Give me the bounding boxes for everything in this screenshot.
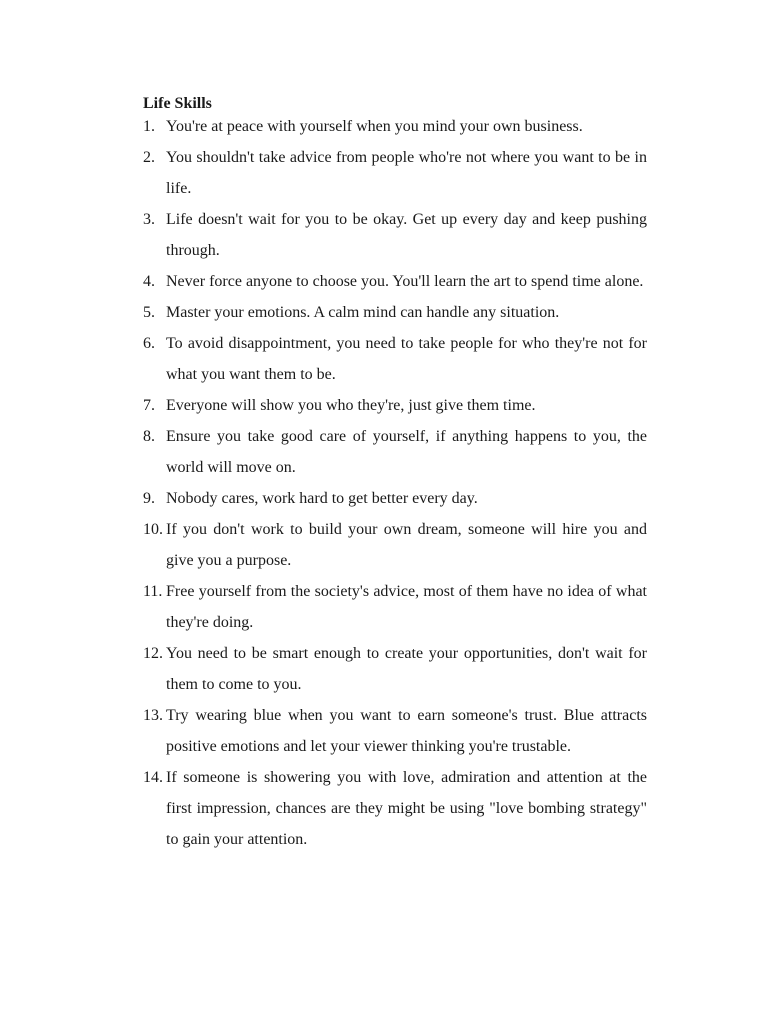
- list-item-number: 1.: [143, 118, 155, 135]
- list-item-text: You're at peace with yourself when you mind your own business.: [166, 118, 583, 135]
- list-item: [143, 483, 647, 514]
- list-item: [143, 328, 647, 390]
- list-item-number: 4.: [143, 273, 155, 290]
- list-item-text: Nobody cares, work hard to get better every day.: [166, 490, 478, 507]
- list-item-number: 5.: [143, 304, 155, 321]
- list-item-number: 12.: [143, 645, 163, 662]
- list-item-text: Try wearing blue when you want to earn someone's trust. Blue attracts positive emotions and let your viewer thinking you're trustable.: [166, 707, 647, 755]
- list-item: [143, 297, 647, 328]
- list-item: [143, 700, 647, 762]
- list-item-number: 10.: [143, 521, 163, 538]
- list-item-number: 6.: [143, 335, 155, 352]
- list-item: [143, 204, 647, 266]
- list-item-text: If someone is showering you with love, admiration and attention at the first impression, chances are they might be using "love bombing strategy" to gain your attention.: [166, 769, 647, 848]
- list-item: [143, 762, 647, 855]
- list-item-text: You need to be smart enough to create your opportunities, don't wait for them to come to you.: [166, 645, 647, 693]
- list-item-number: 8.: [143, 428, 155, 445]
- list-item: [143, 514, 647, 576]
- list-item: [143, 638, 647, 700]
- life-skills-list: [143, 115, 647, 855]
- list-item-text: To avoid disappointment, you need to take people for who they're not for what you want them to be.: [166, 335, 647, 383]
- list-item-text: Free yourself from the society's advice, most of them have no idea of what they're doing.: [166, 583, 647, 631]
- list-item-number: 11.: [143, 583, 163, 600]
- list-item-text: Master your emotions. A calm mind can handle any situation.: [166, 304, 560, 321]
- list-item-text: Ensure you take good care of yourself, if anything happens to you, the world will move on.: [166, 428, 647, 476]
- list-item: [143, 421, 647, 483]
- list-item-number: 2.: [143, 149, 155, 166]
- list-item: [143, 390, 647, 421]
- list-item-text: If you don't work to build your own dream, someone will hire you and give you a purpose.: [166, 521, 647, 569]
- list-item-text: Everyone will show you who they're, just give them time.: [166, 397, 536, 414]
- list-item-number: 13.: [143, 707, 163, 724]
- list-item: [143, 266, 647, 297]
- list-item: [143, 142, 647, 204]
- list-item-number: 3.: [143, 211, 155, 228]
- list-item-number: 9.: [143, 490, 155, 507]
- list-item-text: Never force anyone to choose you. You'll learn the art to spend time alone.: [166, 273, 644, 290]
- list-item-number: 14.: [143, 769, 163, 786]
- list-item: [143, 576, 647, 638]
- list-item-text: You shouldn't take advice from people who're not where you want to be in life.: [166, 149, 647, 197]
- list-item-number: 7.: [143, 397, 155, 414]
- list-item-text: Life doesn't wait for you to be okay. Get up every day and keep pushing through.: [166, 211, 647, 259]
- list-item: [143, 115, 647, 138]
- document-title: Life Skills: [143, 95, 212, 112]
- document-page: [143, 92, 647, 855]
